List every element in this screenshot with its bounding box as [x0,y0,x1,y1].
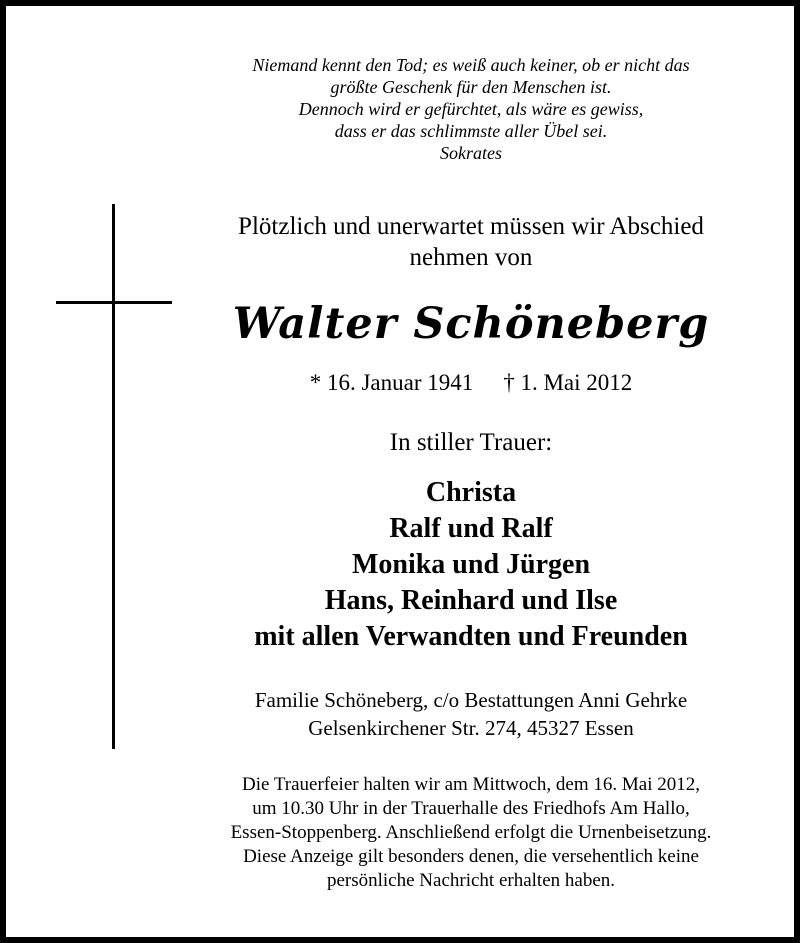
life-dates [176,368,766,398]
birth-date: * 16. Januar 1941 [309,370,474,395]
notice-line: Essen-Stoppenberg. Anschließend erfolgt die Urnenbeisetzung. [230,822,712,843]
quote-line: dass er das schlimmste aller Übel sei. [334,121,608,141]
notice-line: Die Trauerfeier halten wir am Mittwoch, dem 16. Mai 2012, [241,774,700,795]
intro-line: nehmen von [409,244,533,271]
notice-line: Diese Anzeige gilt besonders denen, die versehentlich keine [243,846,699,867]
intro-text [176,211,766,273]
mourner-name: Hans, Reinhard und Ilse [324,585,618,616]
mourner-name: Ralf und Ralf [389,513,553,544]
death-date: † 1. Mai 2012 [503,370,633,395]
notice-line: persönliche Nachricht erhalten haben. [326,870,616,891]
family-address [176,686,766,742]
intro-line: Plötzlich und unerwartet müssen wir Abschied [238,213,704,240]
funeral-notice [176,773,766,893]
mourner-name: Monika und Jürgen [351,549,591,580]
mourning-label: In stiller Trauer: [389,429,553,456]
mourner-name: mit allen Verwandten und Freunden [254,621,688,652]
address-line: Familie Schöneberg, c/o Bestattungen Anni Gehrke [254,688,688,712]
cross-vertical-bar [112,204,115,749]
quote-block [176,54,766,164]
cross-horizontal-bar [56,301,172,304]
quote-line: größte Geschenk für den Menschen ist. [330,77,612,97]
quote-author: Sokrates [440,143,502,163]
mourners-list [176,475,766,655]
address-line: Gelsenkirchener Str. 274, 45327 Essen [308,716,634,740]
quote-line: Dennoch wird er gefürchtet, als wäre es gewiss, [298,99,644,119]
mourner-name: Christa [425,477,517,508]
quote-line: Niemand kennt den Tod; es weiß auch keiner, ob er nicht das [252,55,690,75]
notice-line: um 10.30 Uhr in der Trauerhalle des Friedhofs Am Hallo, [252,798,690,819]
deceased-name: Walter Schöneberg [232,299,710,349]
